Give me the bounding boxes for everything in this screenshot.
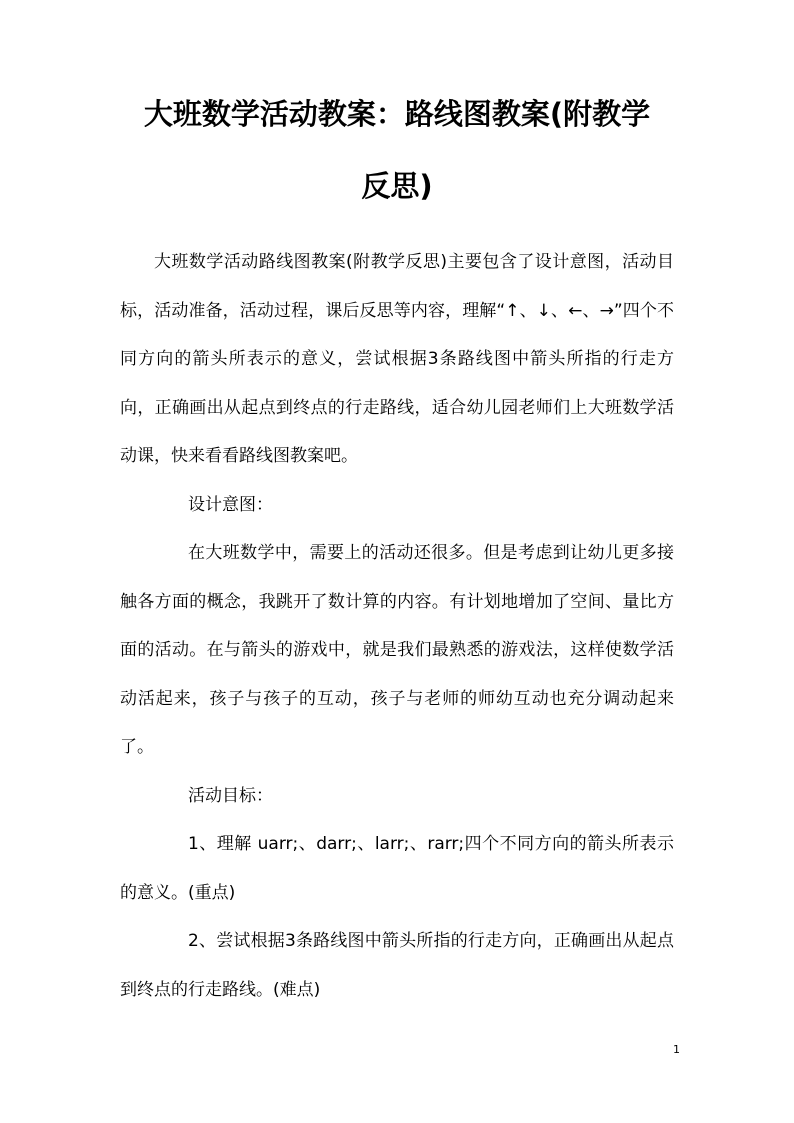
page-number: 1 (673, 1043, 680, 1056)
body-text (120, 238, 674, 1014)
title-line-2: 反思) (361, 169, 433, 203)
design-paragraph: 在大班数学中，需要上的活动还很多。但是考虑到让幼儿更多接触各方面的概念，我跳开了数计算的内容。有计划地增加了空间、量比方面的活动。在与箭头的游戏中，就是我们最熟悉的游戏法，这样使数学活动活起来，孩子与孩子的互动，孩子与老师的师幼互动也充分调动起来了。 (120, 543, 674, 757)
section-heading-design: 设计意图： (188, 494, 273, 515)
goal-item-2: 2、尝试根据3条路线图中箭头所指的行走方向，正确画出从起点到终点的行走路线。(难点) (120, 931, 674, 1000)
goal-item-1: 1、理解 uarr;、darr;、larr;、rarr;四个不同方向的箭头所表示的意义。(重点) (120, 834, 674, 903)
intro-paragraph: 大班数学活动路线图教案(附教学反思)主要包含了设计意图，活动目标，活动准备，活动过程，课后反思等内容，理解“↑、↓、←、→”四个不同方向的箭头所表示的意义，尝试根据3条路线图中箭头所指的行走方向，正确画出从起点到终点的行走路线，适合幼儿园老师们上大班数学活动课，快来看看路线图教案吧。 (120, 252, 674, 466)
section-heading-goals: 活动目标： (188, 785, 273, 806)
title-line-1: 大班数学活动教案：路线图教案(附教学 (143, 97, 651, 131)
